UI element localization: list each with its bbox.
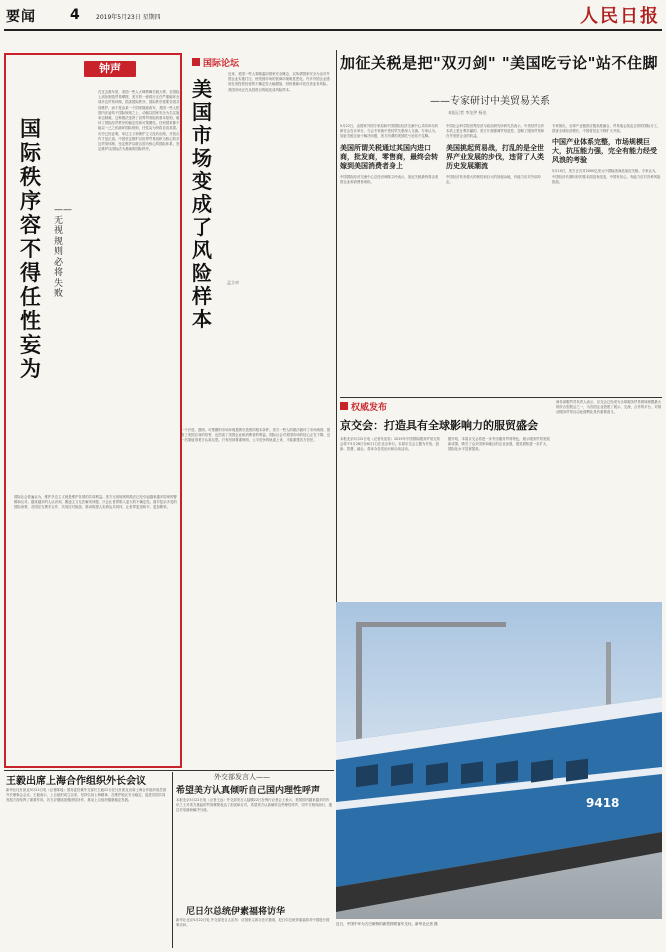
article-paragraph: 专家指出，全球产业链供应链高度融合，贸易战会扰乱正常的国际分工，损害全球经济增长，中国将坚定不移扩大开放。 [552, 124, 661, 134]
quanwei-body-column: 本报北京5月22日电（记者朱竞若）2019年中国国际服务贸易交易会将于5月28日至6月1日在北京举行。本届京交会主题为开放、创新、智慧、融合，将举办各类论坛和洽谈活动。 [340, 437, 440, 452]
trade-article-header [340, 52, 662, 115]
section-title: 要闻 [6, 9, 36, 25]
luntan-label-text: 国际论坛 [203, 59, 240, 69]
column-rule [172, 772, 173, 948]
train-illustration [336, 602, 662, 919]
zhongsheng-subtitle: ——无视规则必将失败 [54, 205, 72, 299]
quanwei-body-column: 据介绍，本届京交会将进一步突出服务贸易特色，展示服务贸易发展新成果，吸引了众多国家和地区的企业参展，展览面积进一步扩大，国际化水平显著提高。 [448, 437, 550, 452]
newspaper-masthead: 人民日报 [580, 6, 660, 27]
trade-article-column [340, 124, 440, 396]
spokesperson-title: 希望美方认真倾听自己国内理性呼声 [176, 786, 321, 796]
quanwei-label [340, 400, 470, 414]
article-subhead: 美国所谓关税通过其国内进口商，批发商，零售商，最终会转嫁到美国消费者身上 [340, 143, 438, 170]
luntan-title: 美国市场变成了风险样本 [192, 77, 212, 331]
section-rule [340, 397, 662, 398]
trade-article-byline: 本报记者 李龙伊 杨迅 [448, 110, 487, 115]
niger-visit-title: 尼日尔总统伊素福将访华 [186, 907, 286, 917]
section-rule [4, 770, 334, 771]
news-photo [336, 602, 662, 919]
publication-date: 2019年5月23日 星期四 [96, 14, 161, 21]
quanwei-title: 京交会：打造具有全球影响力的服贸盛会 [340, 419, 538, 432]
luntan-author: 孟立卓 [227, 280, 239, 285]
crane-arm [356, 622, 506, 627]
spokesperson-kicker: 外交部发言人—— [214, 773, 270, 781]
trade-article-column [446, 124, 546, 396]
zhongsheng-tag: 钟声 [84, 61, 136, 77]
article-paragraph: 中国社会科学院世界经济与政治研究所研究员表示，中美经贸合作本质上是互利共赢的，美方片面强调贸易逆差，忽略了服务贸易和在华美资企业的收益。 [446, 124, 545, 139]
article-subhead: 中国产业体系完整，市场规模巨大，抗压能力强，完全有能力经受风浪的考验 [552, 138, 657, 165]
article-paragraph: 中国经济具有强大的韧性和巨大的回旋余地，有能力应对外部冲击。 [446, 174, 541, 184]
luntan-body-lower: 一个开放、透明、可预期的市场环境是吸引投资的根本条件。美方一些人的做法破坏了市场规则，损害了美国自身的信誉，也伤害了美国企业和消费者的利益。国际社会对美国市场的信心正在下降，这一后果值得美方认真反思。只有回到尊重规则、公平竞争的轨道上来，才能重建各方信任。 [181, 428, 331, 443]
zhongsheng-title: 国际秩序容不得任性妄为 [20, 117, 41, 381]
section-marker-icon [192, 58, 200, 66]
luntan-body-upper: 近来，美国一些人频频滥用国家安全概念，以所谓国家安全为由对外国企业实施打压，使美国市场的营商环境明显恶化。许多外国企业感到在美投资经营的不确定性大幅增加，纷纷重新评估在美业务风险。美国市场正在从投资目的地变成风险样本。 [228, 72, 330, 92]
article-paragraph: 5月22日，由国家外国专家局和中国国际经济交流中心共同举办的研讨会在京举行，与会专家就中美经贸关系深入交流。专家认为，加征关税无助于解决问题，美方所谓的美国吃亏论站不住脚。 [340, 124, 439, 139]
wangyi-article-body: 新华社比什凯克5月22日电（记者陈瑶）国务委员兼外交部长王毅22日在比什凯克出席上海合作组织成员国外长理事会会议。王毅表示，上合组织成立以来，坚持弘扬上海精神，在维护地区安全稳定、促进各国共同发展方面发挥了重要作用。各方应继续加强团结协作，推动上合组织健康稳定发展。 [6, 788, 166, 803]
luntan-label [192, 56, 322, 70]
trade-article-column [552, 124, 662, 396]
article-paragraph: 5月10日，美方正式对2000亿美元中国输美商品加征关税。专家认为，中国经济长期向好的基本面没有改变，中国有信心、有能力应对各种风险挑战。 [552, 169, 661, 184]
quanwei-body-column: 商务部服贸司负责人表示，京交会已经成为全球服务贸易领域规模最大的综合型展会之一，为各国企业搭建了展示、交流、合作的平台，对推动服务贸易自由化便利化具有重要意义。 [556, 400, 662, 415]
zhongsheng-column [4, 53, 182, 768]
page-number: 4 [70, 7, 80, 23]
header-rule [4, 29, 662, 31]
train-car-number: 9418 [586, 796, 620, 810]
spokesperson-body: 本报北京5月22日电（记者王远）外交部发言人陆慷22日在例行记者会上表示，美国国内越来越多的有识之士对美方挑起的贸易摩擦表达了担忧和反对，希望美方认真倾听这些理性呼声，同中方相向而行，通过对话磋商解决分歧。 [176, 798, 332, 813]
page-header [0, 0, 666, 30]
wangyi-article-title: 王毅出席上海合作组织外长会议 [6, 776, 146, 787]
zhongsheng-body-upper: 在过去数年里，美国一些人大肆挥舞关税大棒，在国际上到处制造贸易摩擦，美方的一意孤行正在严重破坏全球多边贸易体制，损害国际秩序。国际秩序需要各国共同维护，而不是由某一个国家随意改写。美国一些人把国内法凌驾于国际规则之上，动辄以国家安全为名实施单边制裁，这种做法违背了世界贸易组织基本原则，破坏了国际经贸秩序的稳定性和可预期性。任何国家都不能以一己之私破坏国际规则，任性妄为终将自食其果。历史已经证明，单边主义和保护主义没有出路，开放合作才是正道。中国坚定维护以世界贸易组织为核心的多边贸易体制，坚定维护以联合国为核心的国际体系，坚定维护以国际法为基础的国际秩序。 [98, 90, 180, 152]
niger-visit-body: 新华社北京5月22日电 外交部发言人宣布：应国家主席习近平邀请，尼日尔总统伊素福将对中国进行国事访问。 [176, 918, 330, 928]
zhongsheng-body-lower: 国际社会普遍认为，维护多边主义就是维护各国的共同利益。美方无视规则的做法已经引起越来越多国家的警惕和反对。越来越多的人认识到，霸凌主义无法解决问题，只会让世界陷入更大的不确定性。面对复杂多变的国际形势，各国应当携手合作，共同应对挑战，推动构建人类命运共同体，让世界更加和平、更加繁荣。 [14, 495, 177, 510]
quanwei-label-text: 权威发布 [351, 403, 388, 413]
trade-article-subtitle: ——专家研讨中美贸易关系 [430, 96, 550, 107]
trade-article-title: 加征关税是把"双刃剑" "美国吃亏论"站不住脚 [340, 54, 658, 72]
article-paragraph: 中国国际经济交流中心总经济师陈文玲表示，加征关税最终将由美国企业和消费者承担。 [340, 174, 439, 184]
photo-caption: 近日，中国中车为古巴研制的新型铁路客车交付。新华社记者 摄 [336, 922, 438, 926]
article-subhead: 美国挑起贸易战，打乱的是全世界产业发展的步伐，违背了人类历史发展潮流 [446, 143, 544, 170]
section-marker-icon [340, 402, 348, 410]
